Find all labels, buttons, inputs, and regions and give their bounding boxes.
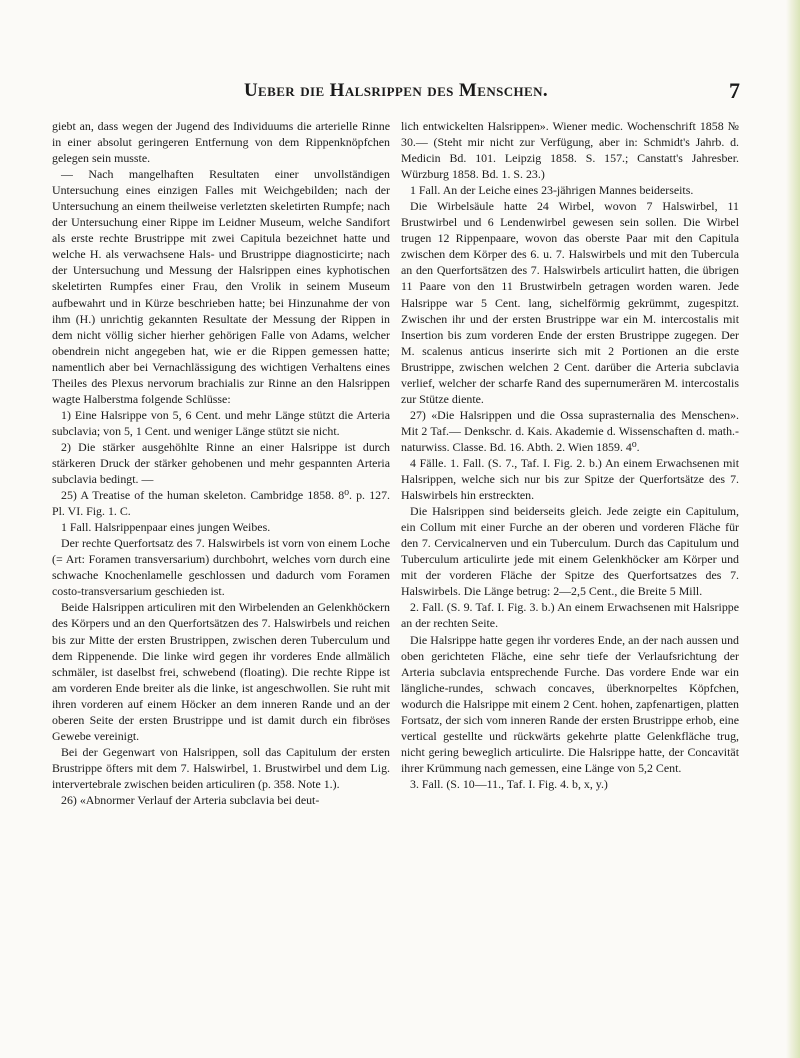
right-column bbox=[401, 118, 739, 792]
case-heading: 3. Fall. (S. 10—11., Taf. I. Fig. 4. b, x, y.) bbox=[410, 776, 608, 791]
paragraph: Beide Halsrippen articuliren mit den Wirbelenden an Gelenkhöckern des Körpers und an den Querfortsätzen des 7. Halswirbels und reichen bis zur Mitte der ersten Brustrippen, zwischen deren Tuberculum und dem Rippenende. Die linke wird gegen ihr vorderes Ende allmälich schmäler, ist daselbst frei, schwebend (floating). Die rechte Rippe ist am vorderen Ende breiter als die linke, ist angeschwollen. Sie ruht mit ihren vorderen auf einem Höcker an dem inneren Rande und an der oberen Seite der ersten Brustrippe und ist damit durch ein fibröses Gewebe vereinigt. bbox=[52, 600, 390, 743]
reference-entry: 25) A Treatise of the human skeleton. Cambridge 1858. 8⁰. p. 127. Pl. VI. Fig. 1. C. bbox=[52, 488, 390, 519]
paragraph: 2) Die stärker ausgehöhlte Rinne an einer Halsrippe ist durch stärkeren Druck der stärker gehobenen und mehr gespannten Arteria subclavia bedingt. — bbox=[52, 439, 390, 487]
paragraph: 1) Eine Halsrippe von 5, 6 Cent. und mehr Länge stützt die Arteria subclavia; von 5, 1 Cent. und weniger Länge stützt sie nicht. bbox=[52, 407, 390, 438]
page-number: 7 bbox=[729, 78, 740, 103]
paragraph: Der rechte Querfortsatz des 7. Halswirbels ist vorn von einem Loche (= Art: Foramen transversarium) durchbohrt, welches vorn durch eine schwache Knochenlamelle geschlossen und dadurch vom Foramen costo-transversarium geschieden ist. bbox=[52, 536, 390, 599]
reference-entry: 27) «Die Halsrippen und die Ossa suprasternalia des Menschen». Mit 2 Taf.— Denkschr. d. Kais. Akademie d. Wissenschaften d. math.-naturwiss. Classe. Bd. 16. Abth. 2. Wien 1859. 4⁰. bbox=[401, 407, 739, 454]
left-column bbox=[52, 118, 390, 808]
page-edge bbox=[786, 0, 800, 1058]
paragraph: Die Wirbelsäule hatte 24 Wirbel, wovon 7 Halswirbel, 11 Brustwirbel und 6 Lendenwirbel gewesen sein sollen. Die Wirbel trugen 12 Rippenpaare, wovon das oberste Paar mit den Capitula zwischen dem Körper des 6. u. 7. Halswirbels und mit den Tubercula an den Querfortsätzen des 7. Halswirbels articulirt hatten, die übrigen 11 Paare von den 11 Brustwirbeln getragen worden waren. Jede Halsrippe war 5 Cent. lang, sichelförmig gekrümmt, zugespitzt. Zwischen ihr und der ersten Brustrippe war ein M. intercostalis mit Insertion bis zum vorderen Ende der ersten Brustrippe zugegen. Der M. scalenus anticus inserirte sich mit 2 Portionen an die erste Brustrippe, zwischen welchen 2 Cent. darüber die Arteria subclavia verlief, welcher der scharfe Rand des supernumerären M. intercostalis zur Stütze diente. bbox=[401, 199, 739, 406]
case-heading: 1 Fall. Halsrippenpaar eines jungen Weibes. bbox=[61, 520, 271, 535]
reference-entry: 26) «Abnormer Verlauf der Arteria subclavia bei deut- bbox=[61, 792, 320, 807]
paragraph: Die Halsrippe hatte gegen ihr vorderes Ende, an der nach aussen und oben gerichteten Fläche, eine sehr tiefe der Verlaufsrichtung der Arteria subclavia entsprechende Furche. Das vordere Ende war ein längliche-rundes, schwach concaves, überknorpeltes Köpfchen, wodurch die Halsrippe mit einem 2 Cent. hohen, zapfenartigen, platten Fortsatz, der sich vom inneren Rande der ersten Brustrippe erhob, eine vertical gestellte und rückwärts gekehrte platte Gelenkfläche trug, nicht gering beweglich articulirte. Die Halsrippe hatte, der Concavität ihrer Krümmung nach gemessen, eine Länge von 5,2 Cent. bbox=[401, 632, 739, 775]
case-heading: 4 Fälle. 1. Fall. (S. 7., Taf. I. Fig. 2. b.) An einem Erwachsenen mit Halsrippen, welche sich nur bis zur Spitze der Querfortsätze des 7. Halswirbels hin erstreckten. bbox=[401, 455, 739, 503]
paragraph: Die Halsrippen sind beiderseits gleich. Jede zeigte ein Capitulum, ein Collum mit einer Furche an der oberen und vorderen Fläche für den 7. Cervicalnerven und ein Tuberculum. Durch das Capitulum und Tuberculum articulirte jede mit einem Gelenkhöcker am Körper und mit der vorderen Fläche der Spitze des Querfortsatzes des 7. Halswirbels. Die Länge betrug: 2—2,5 Cent., die Breite 5 Mill. bbox=[401, 504, 739, 599]
running-title: Ueber die Halsrippen des Menschen. bbox=[243, 80, 549, 101]
page-header bbox=[52, 80, 740, 106]
paragraph: — Nach mangelhaften Resultaten einer unvollständigen Untersuchung eines einzigen Falles mit Weichgebilden; nach der Untersuchung an einem theilweise verletzten skeletirten Rumpfe; nach der Untersuchung einer Rippe im Leidner Museum, welche Sandifort als erste rechte Brustrippe mit zwei Capitula bezeichnet hatte und welche H. als verwachsene Hals- und Brustrippe diagnosticirte; nach der Untersuchung und Messung der Halsrippen eines kyphotischen skeletirten Rumpfes einer Frau, den Vrolik in seinem Museum aufbewahrt und in Kürze beschrieben hatte; bei Hinzunahme der von ihm (H.) unrichtig gekannten Resultate der Messung der Rippen in dem nicht völlig sicher hierher gehörigen Falle von Adams, welcher obendrein nicht angegeben hat, wie er die Rippen gemessen hatte; namentlich aber bei Vernachlässigung des wichtigen Verhaltens eines Theiles des Plexus nervorum brachialis zur Rinne an den Halsrippen wagte Halberstma folgende Schlüsse: bbox=[52, 167, 390, 406]
paragraph: Bei der Gegenwart von Halsrippen, soll das Capitulum der ersten Brustrippe öfters mit dem 7. Halswirbel, 1. Brustwirbel und dem Lig. intervertebrale zwischen beiden articuliren (p. 358. Note 1.). bbox=[52, 744, 390, 791]
paragraph: lich entwickelten Halsrippen». Wiener medic. Wochenschrift 1858 № 30.— (Steht mir nicht zur Verfügung, aber in: Schmidt's Jahrb. d. Medicin Bd. 101. Leipzig 1858. S. 157.; Canstatt's Jahresber. Würzburg 1858. Bd. 1. S. 23.) bbox=[401, 119, 739, 182]
case-heading: 2. Fall. (S. 9. Taf. I. Fig. 3. b.) An einem Erwachsenen mit Halsrippe an der rechten Seite. bbox=[401, 600, 739, 631]
case-heading: 1 Fall. An der Leiche eines 23-jährigen Mannes beiderseits. bbox=[410, 183, 694, 198]
paragraph: giebt an, dass wegen der Jugend des Individuums die arterielle Rinne in einer absolut geringeren Entfernung von dem Rippenknöpfchen gelegen sein musste. bbox=[52, 119, 390, 166]
